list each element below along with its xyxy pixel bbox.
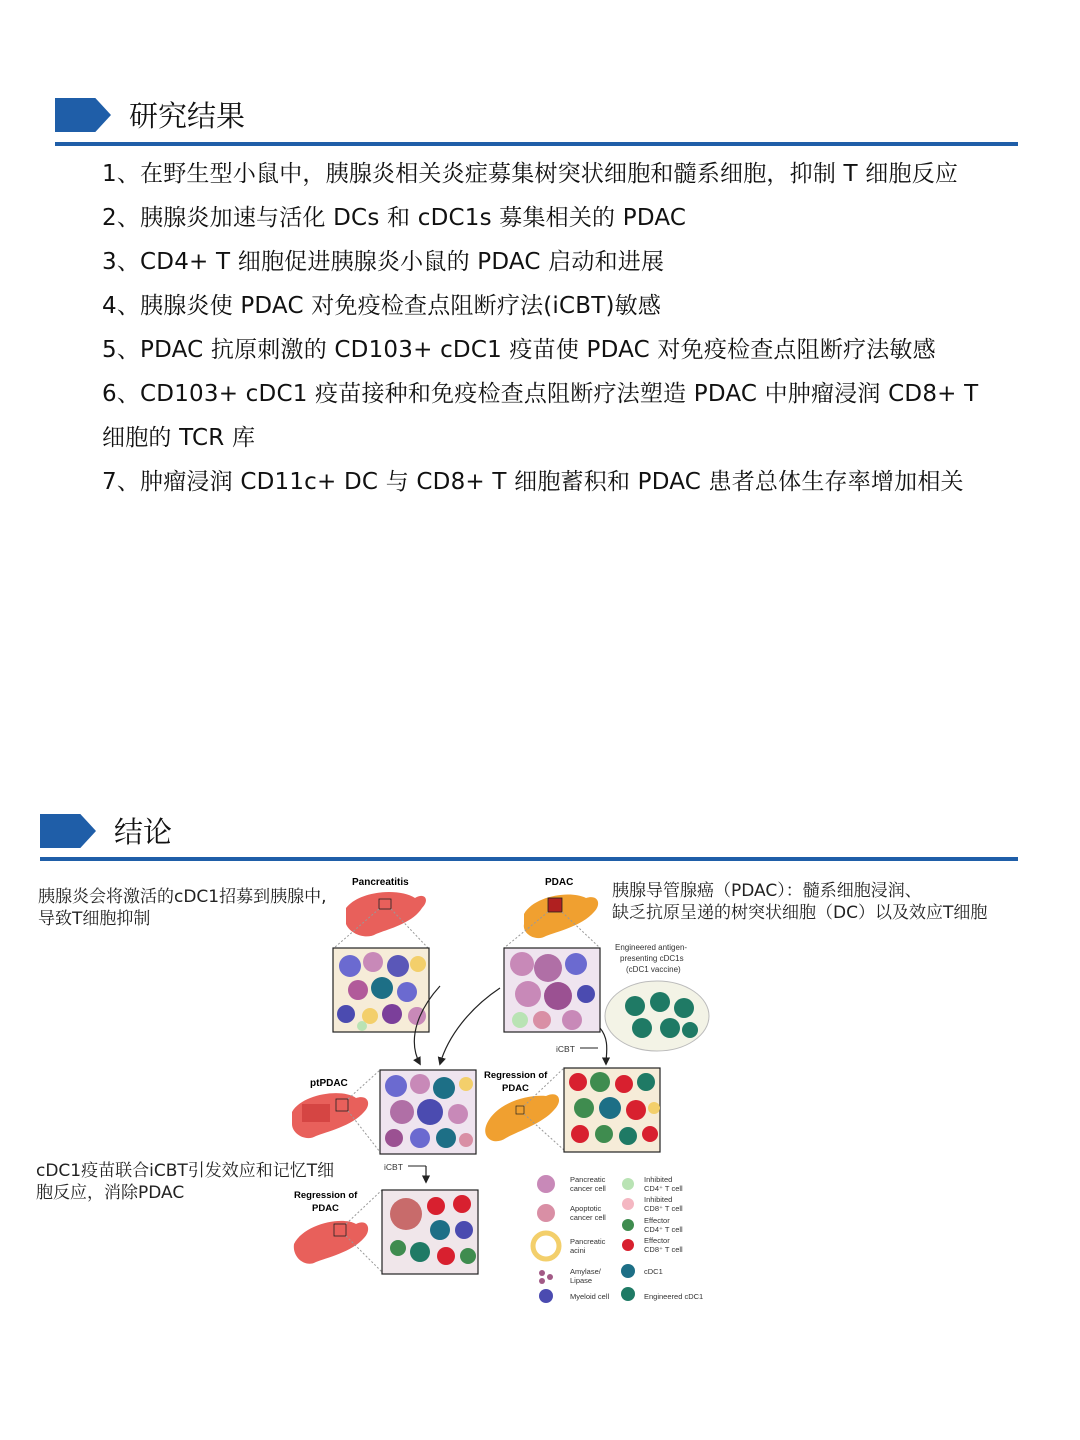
arrow-pdac-to-regression bbox=[600, 1028, 607, 1064]
arrow-pdac-to-ptpdac bbox=[440, 988, 500, 1064]
label-icbt-top: iCBT bbox=[556, 1044, 575, 1054]
legend-swatch-pancreatic-acini bbox=[533, 1233, 559, 1259]
section-arrow-icon bbox=[55, 98, 111, 132]
result-item-7: 7、肿瘤浸润 CD11c+ DC 与 CD8+ T 细胞蓄积和 PDAC 患者总体生存率增加相关 bbox=[102, 469, 964, 495]
legend-swatch-amylase-lipase bbox=[539, 1270, 545, 1276]
label-pdac: PDAC bbox=[545, 877, 574, 888]
result-item-4: 4、胰腺炎使 PDAC 对免疫检查点阻断疗法(iCBT)敏感 bbox=[102, 293, 662, 319]
result-item-3: 3、CD4+ T 细胞促进胰腺炎小鼠的 PDAC 启动和进展 bbox=[102, 249, 665, 275]
svg-text:EffectorCD4⁺ T cell: Effector CD4⁺ T cell bbox=[644, 1216, 683, 1234]
svg-text:cDC1: cDC1 bbox=[644, 1267, 663, 1276]
legend-swatch-effector-cd8 bbox=[622, 1239, 634, 1251]
svg-text:InhibitedCD8⁺ T cell: Inhibited CD8⁺ T cell bbox=[644, 1195, 683, 1213]
results-divider bbox=[55, 142, 1018, 146]
tumor-box-icon bbox=[548, 898, 562, 912]
legend-swatch-inhibited-cd4 bbox=[622, 1178, 634, 1190]
mechanism-figure bbox=[280, 868, 750, 1308]
svg-text:EffectorCD8⁺ T cell: Effector CD8⁺ T cell bbox=[644, 1236, 683, 1254]
tissue-panel-regression-1 bbox=[564, 1068, 660, 1152]
result-item-5: 5、PDAC 抗原刺激的 CD103+ cDC1 疫苗使 PDAC 对免疫检查点阻断疗法敏感 bbox=[102, 337, 936, 363]
note-pdac: 胰腺导管腺癌（PDAC）：髓系细胞浸润、 缺乏抗原呈递的树突状细胞（DC）以及效应T细胞 bbox=[612, 881, 988, 923]
result-item-6: 6、CD103+ cDC1 疫苗接种和免疫检查点阻断疗法塑造 PDAC 中肿瘤浸润 CD8+ T 细胞的 TCR 库 bbox=[102, 381, 979, 451]
svg-text:Myeloid cell: Myeloid cell bbox=[570, 1292, 610, 1301]
result-item-2: 2、胰腺炎加速与活化 DCs 和 cDC1s 募集相关的 PDAC bbox=[102, 205, 687, 231]
section-arrow-icon bbox=[40, 814, 96, 848]
svg-text:Pancreaticcancer cell: Pancreatic cancer cell bbox=[570, 1175, 606, 1193]
label-pancreatitis: Pancreatitis bbox=[352, 877, 409, 888]
legend-swatch-apoptotic-cancer-cell bbox=[537, 1204, 555, 1222]
label-ptpdac: ptPDAC bbox=[310, 1078, 348, 1089]
svg-text:Amylase/Lipase: Amylase/ Lipase bbox=[570, 1267, 601, 1285]
label-regression-1: Regression of PDAC bbox=[484, 1070, 548, 1094]
results-list bbox=[102, 152, 982, 504]
svg-text:Engineered cDC1: Engineered cDC1 bbox=[644, 1292, 704, 1301]
label-regression-2: Regression of PDAC bbox=[294, 1190, 358, 1214]
conclusion-title: 结论 bbox=[114, 815, 173, 849]
note-pancreatitis: 胰腺炎会将激活的cDC1招募到胰腺中, 导致T细胞抑制 bbox=[38, 887, 327, 929]
pancreas-regression-1-icon bbox=[485, 1094, 559, 1141]
conclusion-divider bbox=[40, 857, 1018, 861]
label-icbt-bottom: iCBT bbox=[384, 1162, 403, 1172]
svg-text:Apoptoticcancer cell: Apoptotic cancer cell bbox=[570, 1204, 606, 1222]
legend-swatch-pancreatic-cancer-cell bbox=[537, 1175, 555, 1193]
vaccine-cells-icon bbox=[605, 981, 709, 1051]
legend-swatch-myeloid-cell bbox=[539, 1289, 553, 1303]
legend-swatch-effector-cd4 bbox=[622, 1219, 634, 1231]
tissue-panel-regression-2 bbox=[382, 1190, 478, 1274]
results-title: 研究结果 bbox=[129, 99, 246, 133]
svg-text:InhibitedCD4⁺ T cell: Inhibited CD4⁺ T cell bbox=[644, 1175, 683, 1193]
note-vaccine-result: cDC1疫苗联合iCBT引发效应和记忆T细 胞反应，消除PDAC bbox=[36, 1161, 335, 1203]
legend-swatch-cdc1 bbox=[621, 1264, 635, 1278]
label-vaccine: Engineered antigen- presenting cDC1s (cDC1 vaccine) bbox=[615, 943, 688, 974]
tissue-panel-pdac bbox=[504, 948, 600, 1032]
legend-swatch-inhibited-cd8 bbox=[622, 1198, 634, 1210]
tissue-panel-pancreatitis bbox=[333, 948, 429, 1032]
figure-legend bbox=[533, 1175, 703, 1303]
svg-text:Pancreaticacini: Pancreatic acini bbox=[570, 1237, 606, 1255]
result-item-1: 1、在野生型小鼠中，胰腺炎相关炎症募集树突状细胞和髓系细胞，抑制 T 细胞反应 bbox=[102, 161, 959, 187]
pancreas-regression-2-icon bbox=[294, 1221, 368, 1264]
tissue-panel-ptpdac bbox=[380, 1070, 476, 1154]
legend-swatch-engineered-cdc1 bbox=[621, 1287, 635, 1301]
